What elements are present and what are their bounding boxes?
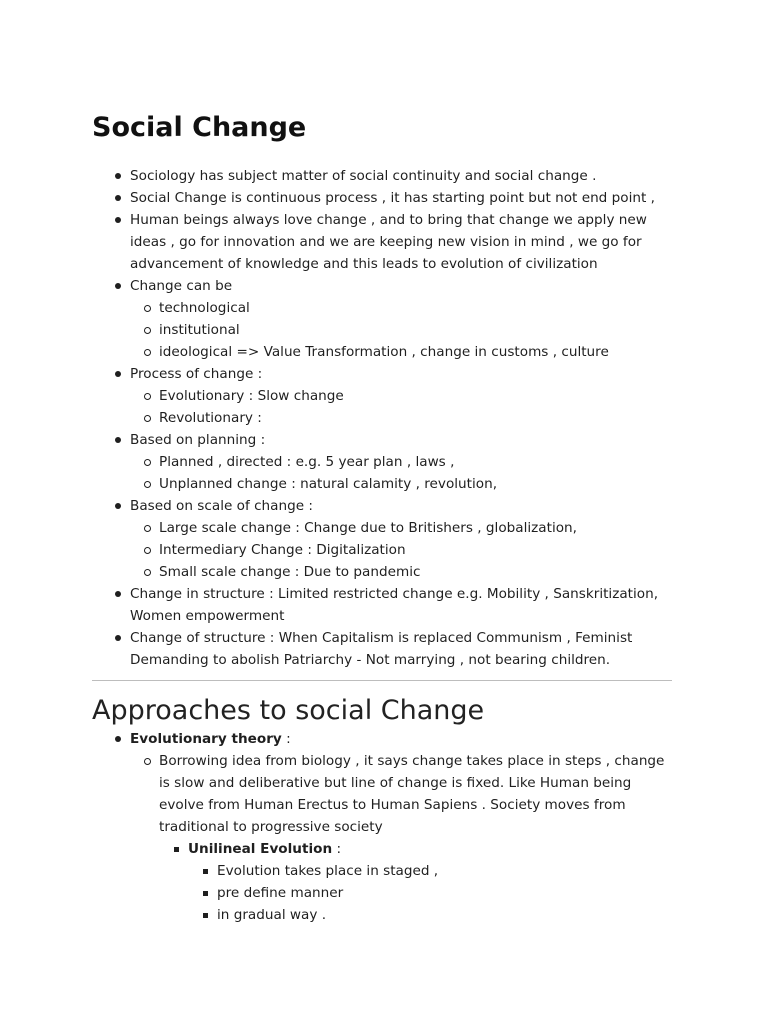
sub-list-item: Borrowing idea from biology , it says change takes place in steps , change is slow and deliberative but line of change is fixed. Like Human being evolve from Human Erectus to Human Sapiens . Society moves from traditional to progressive society <box>92 750 672 838</box>
list-item: Change of structure : When Capitalism is replaced Communism , Feminist Demanding to abolish Patriarchy - Not marrying , not bearing children. <box>92 627 672 671</box>
bullet-square-icon <box>203 913 208 918</box>
approaches-list <box>92 728 672 926</box>
heading-social-change: Social Change <box>92 112 307 143</box>
list-item-evolutionary-theory: Evolutionary theory : <box>92 728 672 750</box>
bullet-circle-icon <box>144 547 151 554</box>
bullet-disc-icon <box>115 371 121 377</box>
evolutionary-theory-label: Evolutionary theory <box>130 731 282 747</box>
sub-list-item: Evolutionary : Slow change <box>92 385 672 407</box>
sub-sub-list-item: Evolution takes place in staged , <box>92 860 672 882</box>
list-item: Change in structure : Limited restricted change e.g. Mobility , Sanskritization, Women empowerment <box>92 583 672 627</box>
bullet-circle-icon <box>144 525 151 532</box>
bullet-circle-icon <box>144 349 151 356</box>
list-item: Human beings always love change , and to bring that change we apply new ideas , go for innovation and we are keeping new vision in mind , we go for advancement of knowledge and this leads to evolution of civilization <box>92 209 672 275</box>
list-item: Social Change is continuous process , it has starting point but not end point , <box>92 187 672 209</box>
bullet-disc-icon <box>115 283 121 289</box>
sub-list-item: Small scale change : Due to pandemic <box>92 561 672 583</box>
list-item: Sociology has subject matter of social continuity and social change . <box>92 165 672 187</box>
bullet-square-icon <box>203 891 208 896</box>
sub-list-item: Intermediary Change : Digitalization <box>92 539 672 561</box>
sub-list-item: technological <box>92 297 672 319</box>
heading-approaches: Approaches to social Change <box>92 695 485 726</box>
bullet-square-icon <box>174 847 179 852</box>
bullet-circle-icon <box>144 459 151 466</box>
bullet-disc-icon <box>115 173 121 179</box>
sub-list-item: Large scale change : Change due to Britishers , globalization, <box>92 517 672 539</box>
bullet-circle-icon <box>144 393 151 400</box>
sub-list-item: Unplanned change : natural calamity , revolution, <box>92 473 672 495</box>
sub-list-item: ideological => Value Transformation , change in customs , culture <box>92 341 672 363</box>
list-item: Process of change : <box>92 363 672 385</box>
sub-sub-list-item: pre define manner <box>92 882 672 904</box>
bullet-circle-icon <box>144 569 151 576</box>
unilineal-evolution-label: Unilineal Evolution <box>188 841 333 857</box>
list-item: Change can be <box>92 275 672 297</box>
social-change-list <box>92 165 672 671</box>
sub-list-item: institutional <box>92 319 672 341</box>
section-divider <box>92 680 672 681</box>
bullet-circle-icon <box>144 758 151 765</box>
bullet-circle-icon <box>144 415 151 422</box>
bullet-disc-icon <box>115 635 121 641</box>
list-item-unilineal-evolution: Unilineal Evolution : <box>92 838 672 860</box>
bullet-disc-icon <box>115 217 121 223</box>
bullet-disc-icon <box>115 437 121 443</box>
bullet-circle-icon <box>144 305 151 312</box>
bullet-square-icon <box>203 869 208 874</box>
list-item: Based on scale of change : <box>92 495 672 517</box>
bullet-circle-icon <box>144 327 151 334</box>
bullet-disc-icon <box>115 503 121 509</box>
sub-list-item: Revolutionary : <box>92 407 672 429</box>
bullet-disc-icon <box>115 736 121 742</box>
sub-list-item: Planned , directed : e.g. 5 year plan , laws , <box>92 451 672 473</box>
bullet-disc-icon <box>115 195 121 201</box>
sub-sub-list-item: in gradual way . <box>92 904 672 926</box>
bullet-circle-icon <box>144 481 151 488</box>
bullet-disc-icon <box>115 591 121 597</box>
list-item: Based on planning : <box>92 429 672 451</box>
